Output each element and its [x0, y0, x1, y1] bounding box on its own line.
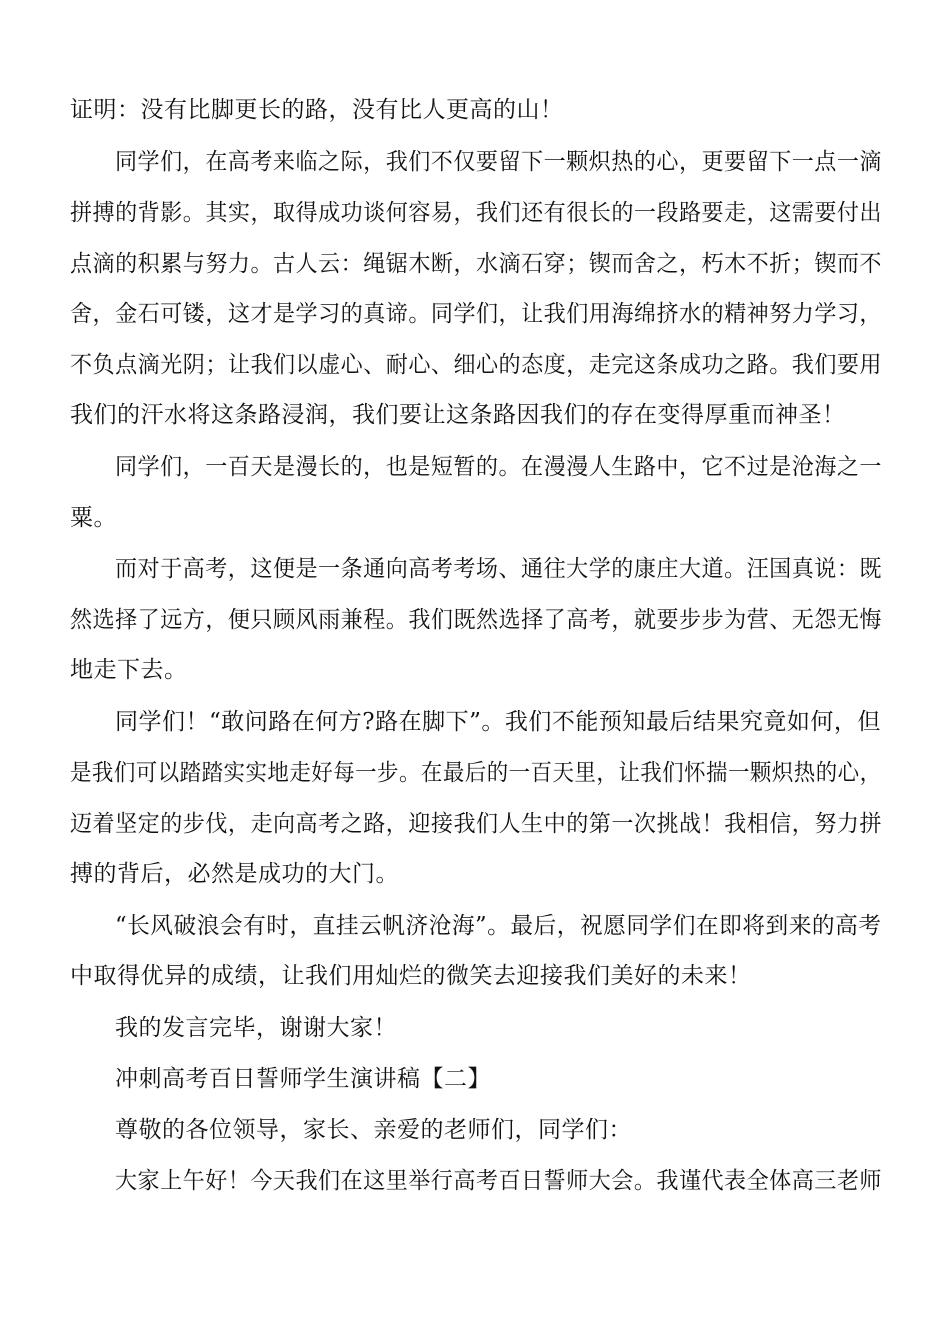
paragraph-line: 拼搏的背影。其实，取得成功谈何容易，我们还有很长的一段路要走，这需要付出 [70, 200, 882, 226]
paragraph-line: 大家上午好！今天我们在这里举行高考百日誓师大会。我谨代表全体高三老师 [115, 1168, 882, 1194]
paragraph-line: 点滴的积累与努力。古人云：绳锯木断，水滴石穿；锲而舍之，朽木不折；锲而不 [70, 251, 882, 277]
paragraph-line: 我们的汗水将这条路浸润，我们要让这条路因我们的存在变得厚重而神圣！ [70, 402, 846, 428]
paragraph-line: 我的发言完毕，谢谢大家！ [115, 1015, 397, 1041]
paragraph-line: 粟。 [70, 505, 117, 531]
paragraph-line: 迈着坚定的步伐，走向高考之路，迎接我们人生中的第一次挑战！我相信，努力拼 [70, 811, 882, 837]
paragraph-line: 同学们，一百天是漫长的，也是短暂的。在漫漫人生路中，它不过是沧海之一 [115, 454, 882, 480]
paragraph-line: 是我们可以踏踏实实地走好每一步。在最后的一百天里，让我们怀揣一颗炽热的心， [70, 760, 882, 786]
paragraph-line: 同学们，在高考来临之际，我们不仅要留下一颗炽热的心，更要留下一点一滴 [115, 149, 882, 175]
paragraph-line: 同学们！“敢问路在何方?路在脚下”。我们不能预知最后结果究竟如何，但 [115, 709, 881, 735]
paragraph-line: 中取得优异的成绩，让我们用灿烂的微笑去迎接我们美好的未来！ [70, 963, 752, 989]
paragraph-line: 搏的背后，必然是成功的大门。 [70, 861, 399, 887]
section-heading: 冲刺高考百日誓师学生演讲稿【二】 [115, 1066, 491, 1092]
salutation-line: 尊敬的各位领导，家长、亲爱的老师们，同学们： [115, 1117, 632, 1143]
paragraph-line: 而对于高考，这便是一条通向高考考场、通往大学的康庄大道。汪国真说：既 [115, 556, 882, 582]
paragraph-line: 然选择了远方，便只顾风雨兼程。我们既然选择了高考，就要步步为营、无怨无悔 [70, 607, 882, 633]
paragraph-line: 舍，金石可镂，这才是学习的真谛。同学们，让我们用海绵挤水的精神努力学习， [70, 301, 882, 327]
paragraph-line: “长风破浪会有时，直挂云帆济沧海”。最后，祝愿同学们在即将到来的高考 [115, 913, 882, 939]
paragraph-line: 不负点滴光阴；让我们以虚心、耐心、细心的态度，走完这条成功之路。我们要用 [70, 352, 882, 378]
paragraph-line: 地走下去。 [70, 657, 188, 683]
paragraph-line: 证明：没有比脚更长的路，没有比人更高的山！ [70, 97, 564, 123]
